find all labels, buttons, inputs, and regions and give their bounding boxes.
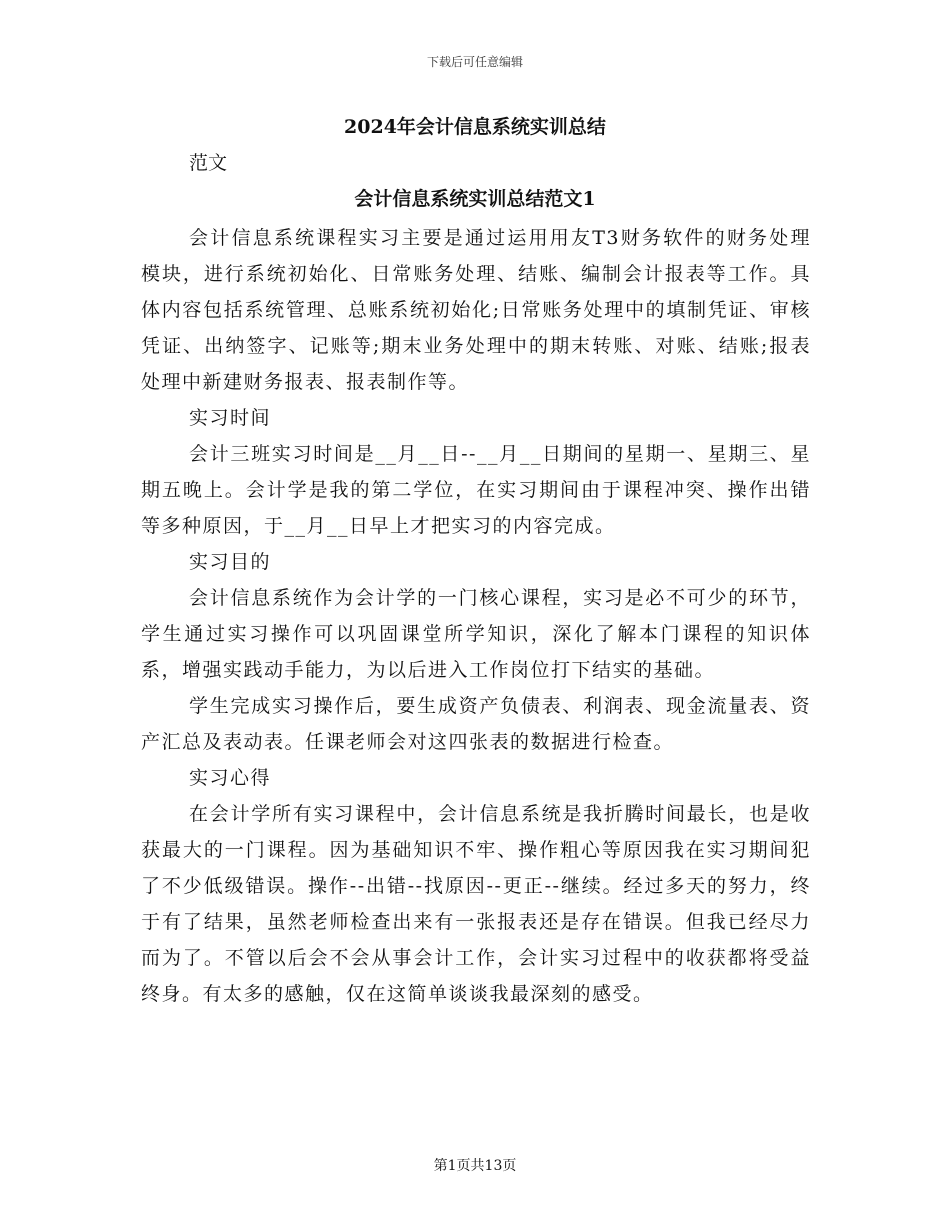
paragraph-internship-experience: 在会计学所有实习课程中，会计信息系统是我折腾时间最长，也是收获最大的一门课程。因为基础知识不牢、操作粗心等原因我在实习期间犯了不少低级错误。操作--出错--找原因--更正--继续。经过多天的努力，终于有了结果，虽然老师检查出来有一张报表还是存在错误。但我已经尽力而为了。不管以后会不会从事会计工作，会计实习过程中的收获都将受益终身。有太多的感触，仅在这简单谈谈我最深刻的感受。	[141, 803, 811, 1005]
document-body	[141, 220, 811, 1012]
paragraph-internship-purpose: 会计信息系统作为会计学的一门核心课程，实习是必不可少的环节，学生通过实习操作可以巩固课堂所学知识，深化了解本门课程的知识体系，增强实践动手能力，为以后进入工作岗位打下结实的基础。	[141, 587, 811, 681]
heading-internship-time: 实习时间	[189, 407, 272, 429]
document-title: 2024年会计信息系统实训总结	[344, 116, 606, 138]
paragraph-internship-time: 会计三班实习时间是__月__日--__月__日期间的星期一、星期三、星期五晚上。会计学是我的第二学位，在实习期间由于课程冲突、操作出错等多种原因，于__月__日早上才把实习的内容完成。	[141, 443, 811, 537]
paragraph-report-check: 学生完成实习操作后，要生成资产负债表、利润表、现金流量表、资产汇总及表动表。任课老师会对这四张表的数据进行检查。	[141, 695, 811, 753]
document-title-continuation: 范文	[189, 152, 228, 174]
section-subtitle: 会计信息系统实训总结范文1	[354, 188, 596, 210]
page-number: 第1页共13页	[433, 1158, 517, 1174]
header-note: 下载后可任意编辑	[426, 55, 523, 69]
paragraph-intro: 会计信息系统课程实习主要是通过运用用友T3财务软件的财务处理模块，进行系统初始化、日常账务处理、结账、编制会计报表等工作。具体内容包括系统管理、总账系统初始化;日常账务处理中的填制凭证、审核凭证、出纳签字、记账等;期末业务处理中的期末转账、对账、结账;报表处理中新建财务报表、报表制作等。	[141, 227, 811, 393]
heading-internship-experience: 实习心得	[189, 767, 272, 789]
heading-internship-purpose: 实习目的	[189, 551, 272, 573]
